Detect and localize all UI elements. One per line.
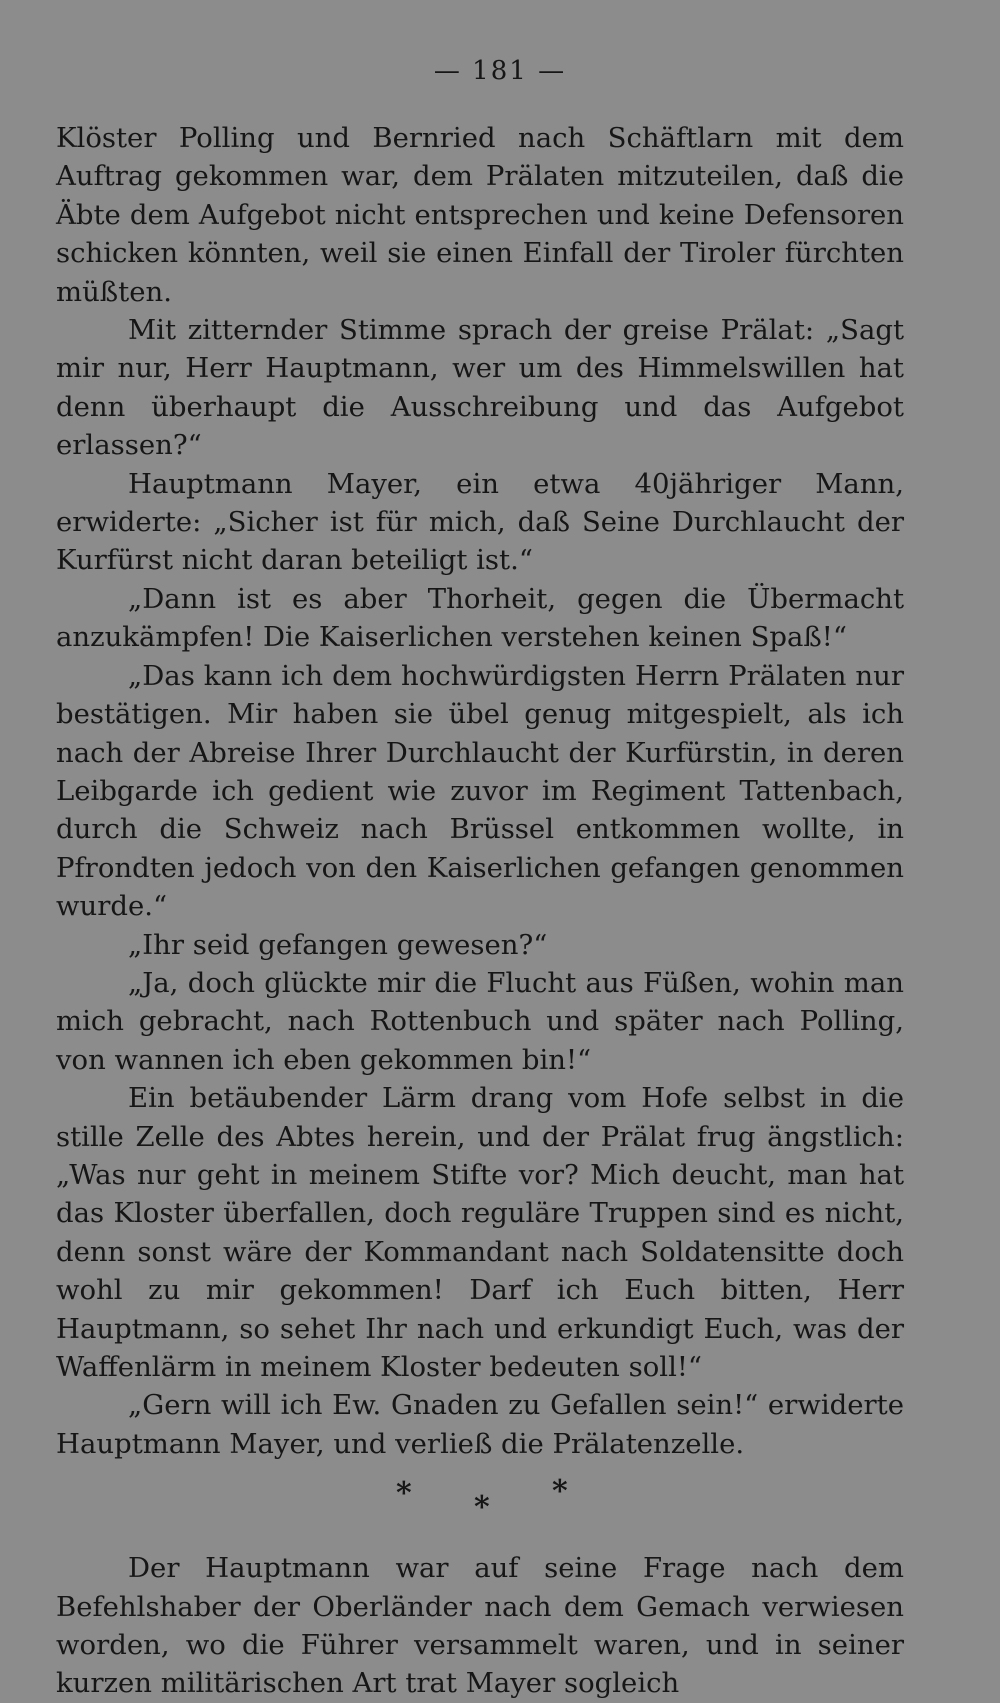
paragraph: Der Hauptmann war auf seine Frage nach dem Befehlshaber der Oberländer nach dem Gemach verwiesen worden, wo die Führer versammelt waren, und in seiner kurzen militärischen Art trat Mayer sogleich <box>56 1552 904 1700</box>
body-text <box>56 119 904 1703</box>
paragraph: Ein betäubender Lärm drang vom Hofe selbst in die stille Zelle des Abtes herein, und der Prälat frug ängstlich: „Was nur geht in meinem Stifte vor? Mich deucht, man hat das Kloster überfallen, doch reguläre Truppen sind es nicht, denn sonst wäre der Kommandant nach Soldatensitte doch wohl zu mir gekommen! Darf ich Euch bitten, Herr Hauptmann, so sehet Ihr nach und erkundigt Euch, was der Waffenlärm in meinem Kloster bedeuten soll!“ <box>56 1082 904 1383</box>
paragraph: „Das kann ich dem hochwürdigsten Herrn Prälaten nur bestätigen. Mir haben sie übel genug mitgespielt, als ich nach der Abreise Ihrer Durchlaucht der Kurfürstin, in deren Leibgarde ich gedient wie zuvor im Regiment Tattenbach, durch die Schweiz nach Brüssel entkommen wollte, in Pfrondten jedoch von den Kaiserlichen gefangen genommen wurde.“ <box>56 659 904 923</box>
paragraph: „Ja, doch glückte mir die Flucht aus Füßen, wohin man mich gebracht, nach Rottenbuch und später nach Polling, von wannen ich eben gekommen bin!“ <box>56 966 904 1076</box>
paragraph: Hauptmann Mayer, ein etwa 40jähriger Mann, erwiderte: „Sicher ist für mich, daß Seine Durchlaucht der Kurfürst nicht daran beteiligt ist.“ <box>56 467 904 577</box>
section-break-asterisks <box>56 1473 904 1531</box>
paragraph: Klöster Polling und Bernried nach Schäftlarn mit dem Auftrag gekommen war, dem Prälaten mitzuteilen, daß die Äbte dem Aufgebot nicht entsprechen und keine Defensoren schicken könnten, weil sie einen Einfall der Tiroler fürchten müßten. <box>56 122 904 308</box>
paragraph: „Gern will ich Ew. Gnaden zu Gefallen sein!“ erwiderte Hauptmann Mayer, und verließ die Prälatenzelle. <box>56 1389 904 1460</box>
page-number: — 181 — <box>433 56 567 86</box>
asterisk: * <box>474 1490 490 1526</box>
paragraph: „Dann ist es aber Thorheit, gegen die Übermacht anzukämpfen! Die Kaiserlichen verstehen keinen Spaß!“ <box>56 582 904 654</box>
paragraph: „Ihr seid gefangen gewesen?“ <box>128 928 548 961</box>
asterisk: * <box>396 1476 412 1512</box>
paragraph: Mit zitternder Stimme sprach der greise Prälat: „Sagt mir nur, Herr Hauptmann, wer um des Himmelswillen hat denn überhaupt die Ausschreibung und das Aufgebot erlassen?“ <box>56 314 904 462</box>
asterisk: * <box>552 1474 568 1510</box>
